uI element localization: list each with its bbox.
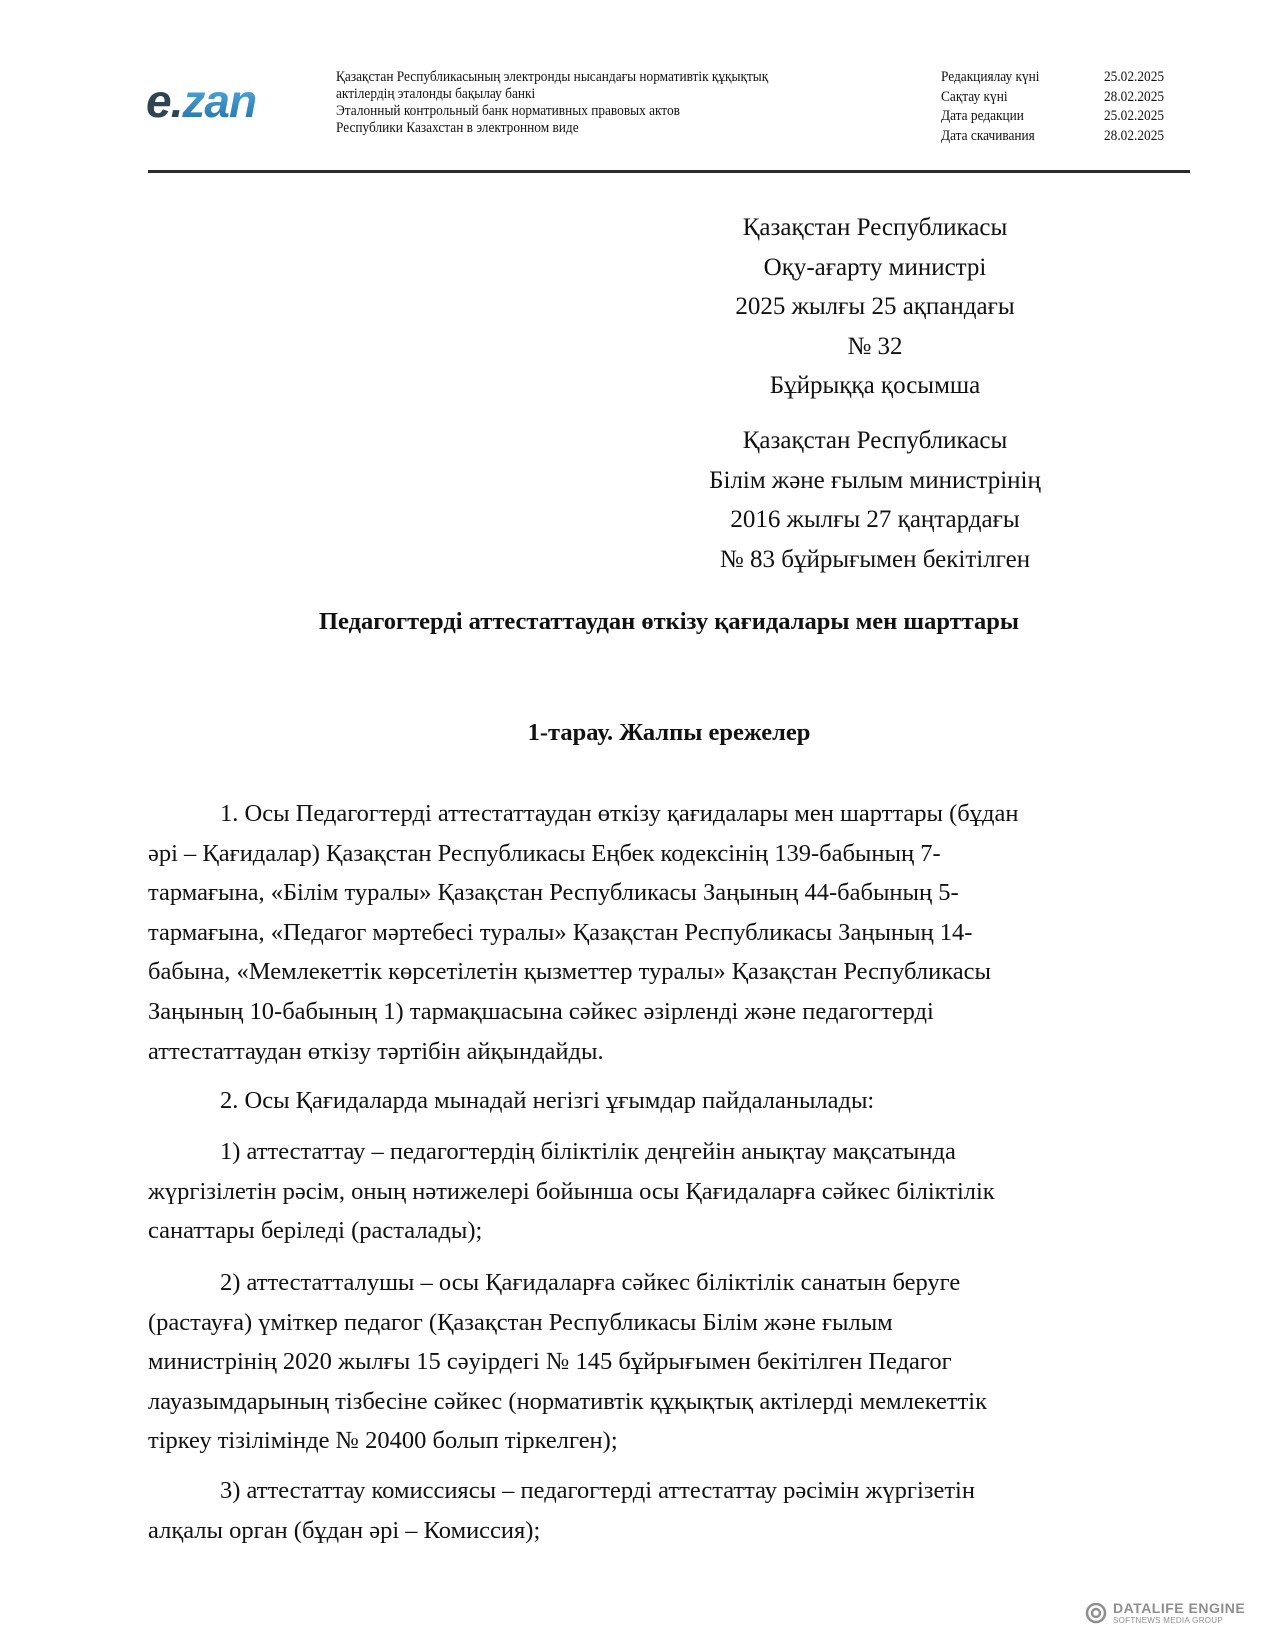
date-label: Сақтау күні [941,88,1008,105]
text-line: 3) аттестаттау комиссиясы – педагогтерді аттестаттау рәсімін жүргізетін [220,1477,975,1504]
text-line: бабына, «Мемлекеттік көрсетілетін қызметтер туралы» Қазақстан Республикасы [148,958,991,986]
appendix-line: Оқу-ағарту министрі [763,253,987,281]
datalife-logo-icon [1085,1602,1107,1624]
text-line: жүргізілетін рәсім, оның нәтижелері бойынша осы Қағидаларға сәйкес біліктілік [148,1177,995,1205]
date-value: 28.02.2025 [1104,88,1165,105]
text-line: (растауға) үміткер педагог (Қазақстан Республикасы Білім және ғылым [148,1308,893,1336]
text-line: тармағына, «Білім туралы» Қазақстан Республикасы Заңының 44-бабының 5- [148,879,959,907]
text-line: әрі – Қағидалар) Қазақстан Республикасы Еңбек кодексінің 139-бабының 7- [148,839,941,867]
text-line: санаттары беріледі (расталады); [148,1217,483,1245]
bank-info-line: Эталонный контрольный банк нормативных правовых актов [336,103,680,119]
appendix-line: Қазақстан Республикасы [742,214,1008,241]
date-value: 25.02.2025 [1104,108,1165,124]
date-row [941,107,1194,127]
date-label: Дата скачивания [941,127,1035,144]
bank-info-line: актілердің эталонды бақылау банкі [336,86,536,102]
text-line: тармағына, «Педагог мәртебесі туралы» Қазақстан Республикасы Заңының 14- [148,918,973,946]
date-label: Редакциялау күні [941,69,1040,85]
logo-dot: . [170,75,183,127]
date-value: 28.02.2025 [1104,127,1165,144]
date-row [941,68,1194,88]
definition-3 [148,1471,1190,1550]
approval-line: Білім және ғылым министрінің [709,466,1041,494]
approval-block [660,421,1090,579]
appendix-line: 2025 жылғы 25 ақпандағы [735,293,1015,320]
header-divider [148,170,1190,173]
paragraph-2 [148,1081,1190,1121]
approval-line: 2016 жылғы 27 қаңтардағы [730,506,1020,533]
text-line: аттестаттаудан өткізу тәртібін айқындайды. [148,1037,604,1065]
text-line: тіркеу тізілімінде № 20400 болып тіркелген); [148,1427,618,1455]
text-line: Заңының 10-бабының 1) тармақшасына сәйкес әзірленді және педагогтерді [148,997,934,1025]
appendix-block [660,208,1090,406]
date-row [941,127,1194,147]
definition-2 [148,1263,1190,1461]
text-line: 2) аттестатталушы – осы Қағидаларға сәйкес біліктілік санатын беруге [220,1269,961,1296]
chapter-title: 1-тарау. Жалпы ережелер [527,719,811,746]
appendix-line: № 32 [847,332,903,360]
watermark-subtitle: SOFTNEWS MEDIA GROUP [1113,1616,1224,1625]
text-line: 2. Осы Қағидаларда мынадай негізгі ұғымдар пайдаланылады: [220,1087,875,1114]
logo-zan: zan [182,75,257,127]
date-value: 25.02.2025 [1104,69,1165,85]
bank-info-line: Республики Казахстан в электронном виде [336,120,579,136]
document-title: Педагогтерді аттестаттаудан өткізу қағидалары мен шарттары [319,608,1019,635]
text-line: министрінің 2020 жылғы 15 сәуірдегі № 145 бұйрығымен бекітілген Педагог [148,1348,952,1376]
text-line: 1. Осы Педагогтерді аттестаттаудан өткізу қағидалары мен шарттары (бұдан [220,800,1019,827]
watermark-title: DATALIFE ENGINE [1113,1600,1246,1616]
bank-info-line: Қазақстан Республикасының электронды нысандағы нормативтік құқықтық [336,69,769,85]
text-line: лауазымдарының тізбесіне сәйкес (нормативтік құқықтық актілерді мемлекеттік [148,1387,987,1415]
definition-1 [148,1132,1190,1251]
paragraph-1 [148,794,1190,1071]
approval-line: № 83 бұйрығымен бекітілген [719,545,1031,573]
logo-e: e [146,75,171,127]
approval-line: Қазақстан Республикасы [742,427,1008,454]
ezan-logo [146,76,296,126]
date-row [941,88,1194,108]
appendix-line: Бұйрыққа қосымша [769,372,981,399]
text-line: 1) аттестаттау – педагогтердің біліктілік деңгейін анықтау мақсатында [220,1138,956,1165]
dates-table [941,68,1194,146]
datalife-watermark [1085,1598,1265,1630]
bank-info [336,69,851,137]
date-label: Дата редакции [941,108,1024,124]
text-line: алқалы орган (бұдан әрі – Комиссия); [148,1516,541,1544]
